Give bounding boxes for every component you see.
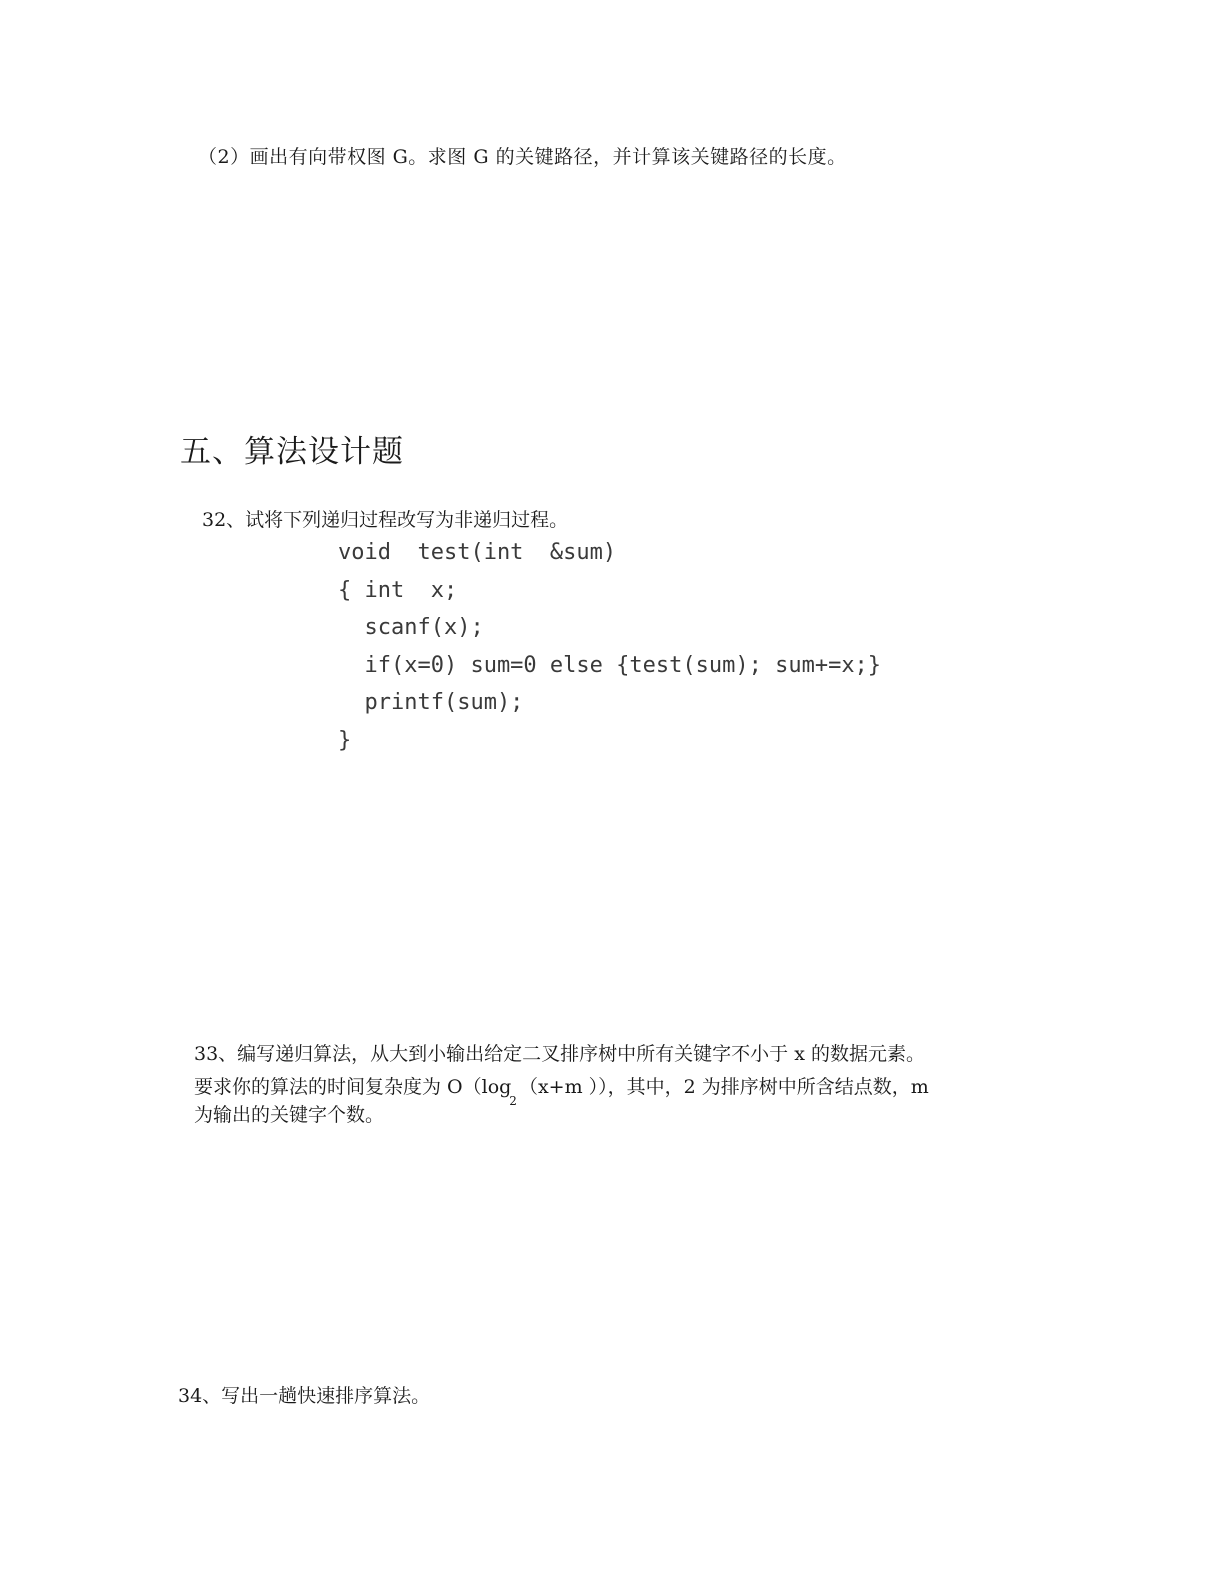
log-base-subscript: 2 (509, 1094, 517, 1108)
code-line: void test(int &sum) (338, 540, 617, 565)
code-line: printf(sum); (338, 690, 524, 715)
code-line: if(x=0) sum=0 else {test(sum); sum+=x;} (338, 652, 882, 678)
question-33-line-3: 为输出的关键字个数。 (194, 1104, 385, 1126)
question-33-line-2-start: 要求你的算法的时间复杂度为 O（log (194, 1076, 512, 1098)
question-33-line-2 (194, 1075, 929, 1108)
code-line: scanf(x); (338, 615, 484, 640)
code-line: { int x; (338, 577, 458, 603)
question-33-line-2-end: （x+m ）），其中，2 为排序树中所含结点数，m (518, 1076, 929, 1098)
section-heading: 五、算法设计题 (180, 434, 404, 470)
question-31-part-2: （2）画出有向带权图 G。求图 G 的关键路径，并计算该关键路径的长度。 (198, 146, 847, 168)
code-line: } (338, 727, 352, 753)
question-33-line-1: 33、编写递归算法，从大到小输出给定二叉排序树中所有关键字不小于 x 的数据元素。 (194, 1043, 925, 1065)
code-block (338, 534, 881, 759)
question-32-text: 32、试将下列递归过程改写为非递归过程。 (202, 509, 569, 531)
question-34-text: 34、写出一趟快速排序算法。 (178, 1385, 431, 1407)
